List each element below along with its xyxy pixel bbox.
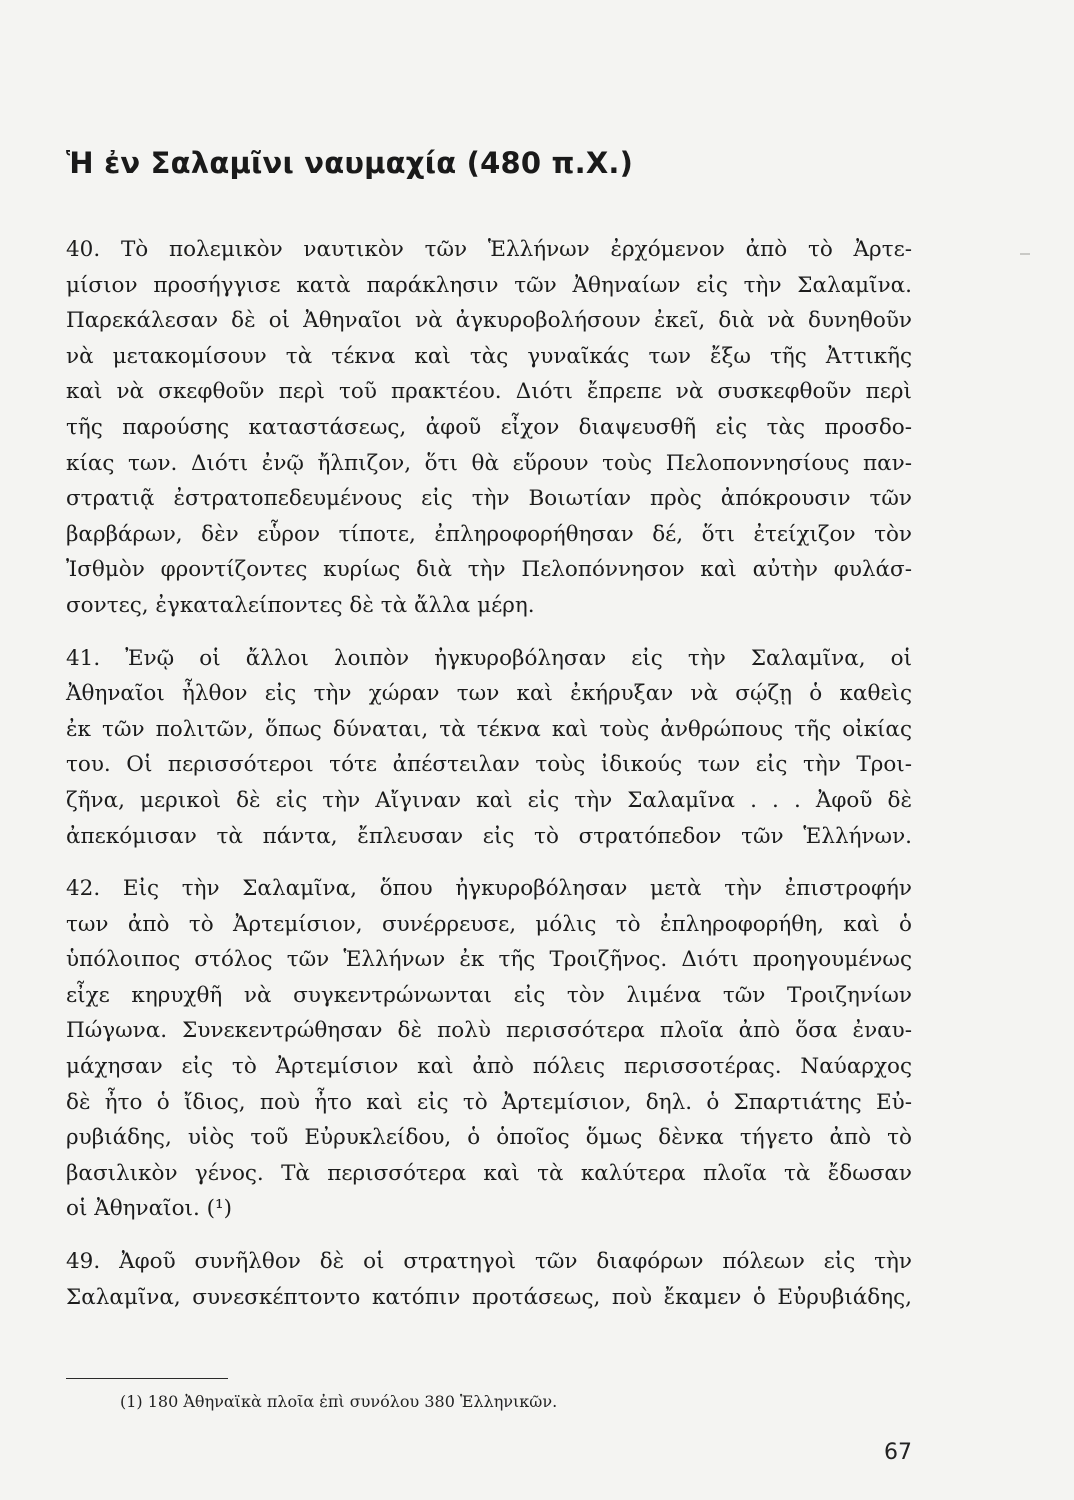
text-line: ἀπεκόμισαν τὰ πάντα, ἔπλευσαν εἰς τὸ στρατόπεδον τῶν Ἑλλήνων.	[66, 823, 912, 849]
text-line: σοντες, ἐγκαταλείποντες δὲ τὰ ἄλλα μέρη.	[66, 592, 535, 618]
text-line: Ἰσθμὸν φροντίζοντες κυρίως διὰ τὴν Πελοπόννησον καὶ αὐτὴν φυλάσ-	[66, 557, 912, 583]
text-line: Ἀθηναῖοι ἦλθον εἰς τὴν χώραν των καὶ ἐκήρυξαν νὰ σῴζῃ ὁ καθεὶς	[66, 681, 912, 707]
paragraph-49	[66, 1244, 912, 1315]
page-number: 67	[884, 1440, 912, 1465]
paragraph-gap	[66, 624, 912, 641]
text-line: ἐκ τῶν πολιτῶν, ὅπως δύναται, τὰ τέκνα καὶ τοὺς ἀνθρώπους τῆς οἰκίας	[66, 716, 912, 742]
paragraph-gap	[66, 1227, 912, 1244]
paragraph-40	[66, 232, 912, 624]
text-line: Σαλαμῖνα, συνεσκέπτοντο κατόπιν προτάσεως, ποὺ ἔκαμεν ὁ Εὐρυβιάδης,	[66, 1284, 912, 1310]
text-line: εἶχε κηρυχθῆ νὰ συγκεντρώνωνται εἰς τὸν λιμένα τῶν Τροιζηνίων	[66, 982, 912, 1008]
text-line: μάχησαν εἰς τὸ Ἀρτεμίσιον καὶ ἀπὸ πόλεις περισσοτέρας. Ναύαρχος	[66, 1054, 912, 1080]
text-line: 40. Τὸ πολεμικὸν ναυτικὸν τῶν Ἑλλήνων ἐρχόμενον ἀπὸ τὸ Ἀρτε-	[66, 237, 912, 262]
text-line: των ἀπὸ τὸ Ἀρτεμίσιον, συνέρρευσε, μόλις τὸ ἐπληροφορήθη, καὶ ὁ	[66, 911, 912, 937]
text-line: οἱ Ἀθηναῖοι. (¹)	[66, 1196, 233, 1222]
text-line: μίσιον προσήγγισε κατὰ παράκλησιν τῶν Ἀθηναίων εἰς τὴν Σαλαμῖνα.	[66, 272, 912, 298]
paragraph-42	[66, 871, 912, 1227]
text-line: τῆς παρούσης καταστάσεως, ἀφοῦ εἶχον διαψευσθῆ εἰς τὰς προσδο-	[66, 414, 912, 440]
text-line: ρυβιάδης, υἱὸς τοῦ Εὐρυκλείδου, ὁ ὁποῖος ὅμως δὲνκα τήγετο ἀπὸ τὸ	[66, 1125, 912, 1151]
footnote-divider	[66, 1378, 228, 1379]
text-line: νὰ μετακομίσουν τὰ τέκνα καὶ τὰς γυναῖκάς των ἔξω τῆς Ἀττικῆς	[66, 343, 912, 369]
paragraph-gap	[66, 854, 912, 871]
body-text	[66, 232, 912, 1315]
section-heading: Ἡ ἐν Σαλαμῖνι ναυμαχία (480 π.Χ.)	[66, 146, 634, 180]
scan-speck	[1020, 253, 1030, 255]
text-line: Πώγωνα. Συνεκεντρώθησαν δὲ πολὺ περισσότερα πλοῖα ἀπὸ ὅσα ἐναυ-	[66, 1018, 912, 1044]
text-line: δὲ ἦτο ὁ ἴδιος, ποὺ ἦτο καὶ εἰς τὸ Ἀρτεμίσιον, δηλ. ὁ Σπαρτιάτης Εὐ-	[66, 1089, 912, 1115]
footnote: (1) 180 Ἀθηναϊκὰ πλοῖα ἐπὶ συνόλου 380 Ἑλληνικῶν.	[120, 1392, 558, 1411]
text-line: 49. Ἀφοῦ συνῆλθον δὲ οἱ στρατηγοὶ τῶν διαφόρων πόλεων εἰς τὴν	[66, 1249, 912, 1275]
text-line: 42. Εἰς τὴν Σαλαμῖνα, ὅπου ἠγκυροβόλησαν μετὰ τὴν ἐπιστροφήν	[66, 876, 912, 902]
text-line: του. Οἱ περισσότεροι τότε ἀπέστειλαν τοὺς ἰδικούς των εἰς τὴν Τροι-	[66, 752, 912, 778]
text-line: καὶ νὰ σκεφθοῦν περὶ τοῦ πρακτέου. Διότι ἔπρεπε νὰ συσκεφθοῦν περὶ	[66, 379, 912, 405]
text-line: στρατιᾷ ἐστρατοπεδευμένους εἰς τὴν Βοιωτίαν πρὸς ἀπόκρουσιν τῶν	[66, 486, 912, 512]
text-line: Παρεκάλεσαν δὲ οἱ Ἀθηναῖοι νὰ ἀγκυροβολήσουν ἐκεῖ, διὰ νὰ δυνηθοῦν	[66, 308, 912, 334]
text-line: 41. Ἐνῷ οἱ ἄλλοι λοιπὸν ἠγκυροβόλησαν εἰς τὴν Σαλαμῖνα, οἱ	[66, 645, 912, 671]
text-line: ὑπόλοιπος στόλος τῶν Ἑλλήνων ἐκ τῆς Τροιζῆνος. Διότι προηγουμένως	[66, 947, 912, 973]
paragraph-41	[66, 641, 912, 855]
text-line: ζῆνα, μερικοὶ δὲ εἰς τὴν Αἴγιναν καὶ εἰς τὴν Σαλαμῖνα . . . Ἀφοῦ δὲ	[66, 787, 912, 813]
text-line: βασιλικὸν γένος. Τὰ περισσότερα καὶ τὰ καλύτερα πλοῖα τὰ ἔδωσαν	[66, 1160, 912, 1186]
text-line: βαρβάρων, δὲν εὗρον τίποτε, ἐπληροφορήθησαν δέ, ὅτι ἐτείχιζον τὸν	[66, 521, 912, 547]
text-line: κίας των. Διότι ἐνῷ ἤλπιζον, ὅτι θὰ εὕρουν τοὺς Πελοποννησίους παν-	[66, 450, 912, 476]
